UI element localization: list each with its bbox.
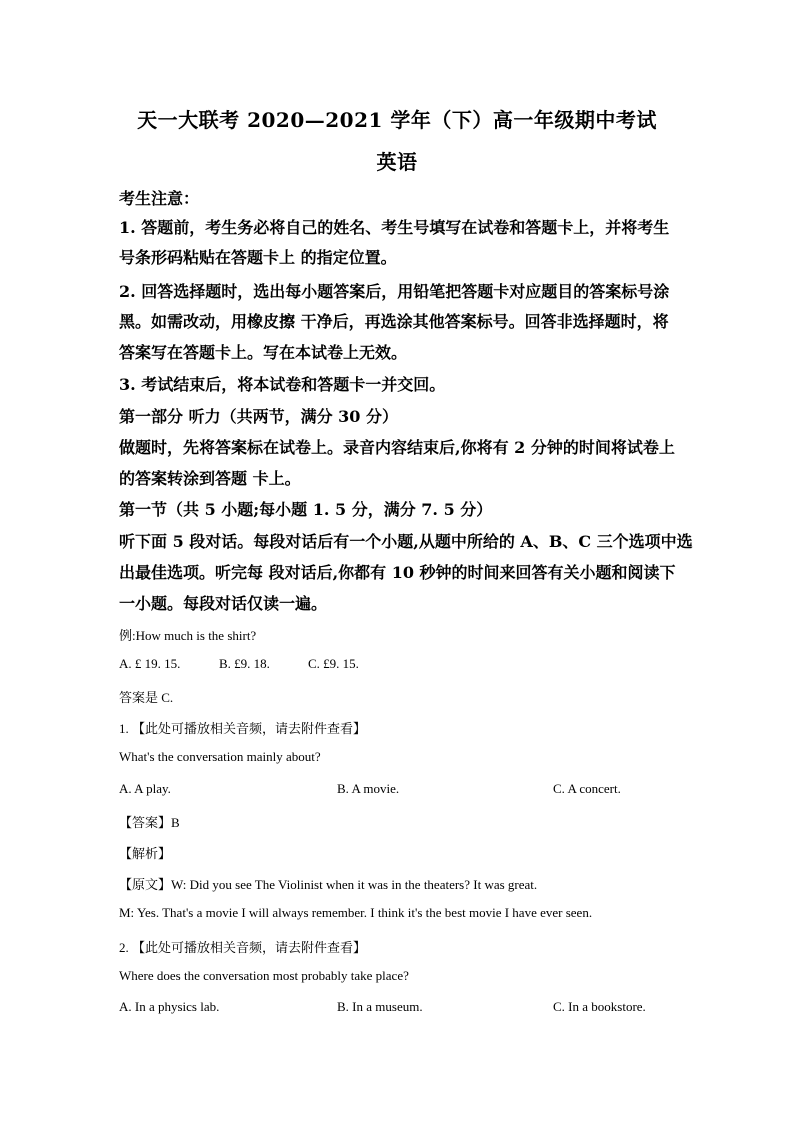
q2-stem: 2. 【此处可播放相关音频，请去附件查看】 (119, 940, 367, 955)
notice-line: 号条形码粘贴在答题卡上 的指定位置。 (119, 248, 397, 267)
q1-option-c: C. A concert. (553, 781, 621, 796)
q1-stem: 1. 【此处可播放相关音频，请去附件查看】 (119, 721, 367, 736)
q1-question: What's the conversation mainly about? (119, 749, 321, 764)
q1-transcript (119, 874, 537, 893)
q2-option-a: A. In a physics lab. (119, 999, 220, 1014)
q2-option-b: B. In a museum. (337, 999, 423, 1014)
exam-subject: 英语 (376, 150, 418, 174)
q1-transcript-m: M: Yes. That's a movie I will always remember. I think it's the best movie I have ever seen. (119, 905, 593, 920)
q1-option-a: A. A play. (119, 781, 171, 796)
q1-option-b: B. A movie. (337, 781, 400, 796)
q1-transcript-tag: 【原文】 (119, 877, 172, 892)
q1-answer-tag: 【答案】 (119, 815, 172, 830)
notice-line: 2. 回答选择题时，选出每小题答案后，用铅笔把答题卡对应题目的答案标号涂 (119, 282, 670, 301)
section1-line: 出最佳选项。听完每 段对话后,你都有 10 秒钟的时间来回答有关小题和阅读下 (119, 563, 676, 582)
notice-line: 答案写在答题卡上。写在本试卷上无效。 (119, 343, 408, 362)
section1-line: 听下面 5 段对话。每段对话后有一个小题,从题中所给的 A、B、C 三个选项中选 (119, 532, 693, 551)
q2-question: Where does the conversation most probably take place? (119, 968, 409, 983)
example-question: 例:How much is the shirt? (119, 628, 257, 643)
section1-line: 一小题。每段对话仅读一遍。 (119, 594, 328, 613)
part1-intro-line: 做题时，先将答案标在试卷上。录音内容结束后,你将有 2 分钟的时间将试卷上 (119, 438, 675, 457)
example-option-b: B. £9. 18. (219, 656, 270, 671)
q2-option-c: C. In a bookstore. (553, 999, 646, 1014)
notice-line: 1. 答题前，考生务必将自己的姓名、考生号填写在试卷和答题卡上，并将考生 (119, 218, 670, 237)
part1-intro-line: 的答案转涂到答题 卡上。 (119, 469, 301, 488)
exam-title: 天一大联考 2020—2021 学年（下）高一年级期中考试 (137, 108, 657, 132)
notice-line: 黑。如需改动，用橡皮擦 干净后，再选涂其他答案标号。回答非选择题时，将 (119, 312, 669, 331)
notice-heading: 考生注意： (119, 189, 200, 208)
notice-line: 3. 考试结束后，将本试卷和答题卡一并交回。 (119, 375, 446, 394)
section1-heading: 第一节（共 5 小题;每小题 1. 5 分，满分 7. 5 分） (119, 500, 493, 519)
q1-transcript-w: W: Did you see The Violinist when it was in the theaters? It was great. (171, 877, 538, 892)
q1-analysis-tag: 【解析】 (119, 846, 172, 861)
q1-answer (119, 812, 180, 831)
example-option-a: A. £ 19. 15. (119, 656, 181, 671)
example-option-c: C. £9. 15. (308, 656, 359, 671)
example-answer: 答案是 C. (119, 690, 174, 705)
q1-answer-value: B (171, 815, 180, 830)
part1-heading: 第一部分 听力（共两节，满分 30 分） (119, 407, 398, 426)
